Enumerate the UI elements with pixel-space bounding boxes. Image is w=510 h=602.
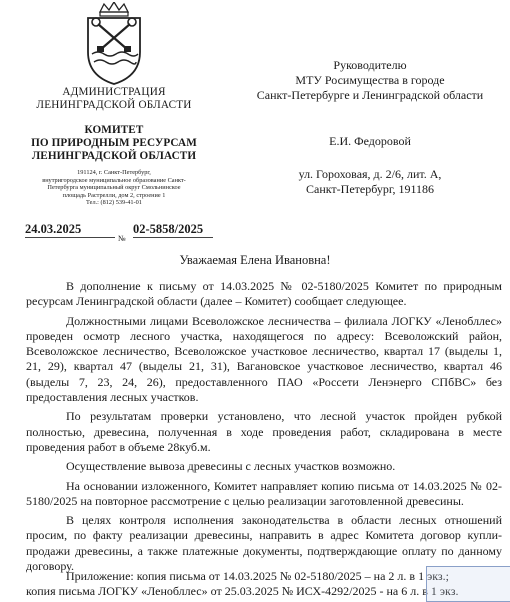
coat-of-arms-icon — [82, 2, 146, 86]
body-paragraph: Осуществление вывоза древесины с лесных участков возможно. — [66, 459, 396, 474]
document-number-sign: № — [118, 234, 126, 243]
electronic-signature-stamp — [426, 566, 510, 602]
committee-title-line3: ЛЕНИНГРАДСКОЙ ОБЛАСТИ — [31, 150, 197, 162]
recipient-line1: Руководителю — [333, 58, 407, 72]
body-paragraph: Должностными лицами Всеволожское лесничества – филиала ЛОГКУ «Ленобллес» проведен осмотр лесного участка, находящегося по адресу: Всеволожский район, Всеволожское лесничество, Всеволожское участковое лесничество, квартал 17 (выделы 1, 21, 29), квартал 47 (выделы 21, 31), Вагановское участковое лесничество, квартал 46 (выделы 7, 23, 24, 26), предоставленного ПАО «Россети Ленэнерго СПбВС» без предоставления лесных участков. — [26, 313, 502, 405]
address-line: внутригородское муниципальное образование Санкт- — [42, 176, 186, 184]
address-line: площадь Растрелли, дом 2, строение 1 — [62, 191, 166, 199]
committee-address — [0, 169, 228, 207]
recipient-address-line1: ул. Гороховая, д. 2/6, лит. А, — [298, 167, 442, 181]
address-line: Тел.: (812) 539-41-01 — [86, 199, 142, 207]
admin-title-line2: ЛЕНИНГРАДСКОЙ ОБЛАСТИ — [36, 99, 192, 111]
body-paragraph: В дополнение к письму от 14.03.2025 № 02-5180/2025 Комитет по природным ресурсам Ленинградской области (далее – Комитет) сообщает следующее. — [26, 279, 502, 309]
document-date: 24.03.2025 — [25, 222, 82, 236]
attachment-line2: копия письма ЛОГКУ «Ленобллес» от 25.03.2025 № ИСХ-4292/2025 - на 6 л. в 1 экз. — [26, 584, 459, 598]
recipient-name: Е.И. Федоровой — [329, 134, 411, 148]
recipient-block — [230, 58, 510, 103]
committee-title-line1: КОМИТЕТ — [84, 124, 144, 136]
recipient-line2: МТУ Росимущества в городе — [295, 73, 445, 87]
attachment-line1: Приложение: копия письма от 14.03.2025 № 02-5180/2025 – на 2 л. в 1 экз.; — [66, 569, 449, 583]
document-number: 02-5858/2025 — [133, 222, 204, 236]
date-underline — [25, 237, 115, 238]
administration-title — [0, 86, 228, 112]
letter-body — [26, 279, 502, 578]
recipient-address-line2: Санкт-Петербург, 191186 — [306, 182, 434, 196]
salutation: Уважаемая Елена Ивановна! — [179, 253, 331, 267]
body-paragraph: По результатам проверки установлено, что лесной участок пройден рубкой полностью, древесина, полученная в ходе проведения работ, складирована в месте проведения работ в объеме 28куб.м. — [26, 409, 502, 454]
committee-title — [0, 124, 228, 163]
body-paragraph: В целях контроля исполнения законодательства в области лесных отношений просим, по факту реализации древесины, направить в адрес Комитета договор купли-продажи древесины, а также платежные документы, подтверждающие оплату по данному договору. — [26, 513, 502, 574]
recipient-address — [230, 167, 510, 197]
recipient-line3: Санкт-Петербурге и Ленинградской области — [256, 88, 484, 102]
body-paragraph: На основании изложенного, Комитет направляет копию письма от 14.03.2025 № 02-5180/2025 на повторное рассмотрение с целью реализации заготовленной древесины. — [26, 478, 502, 508]
committee-title-line2: ПО ПРИРОДНЫМ РЕСУРСАМ — [31, 137, 197, 149]
address-line: Петербурга муниципальный округ Смольнинское — [47, 184, 181, 192]
address-line: 191124, г. Санкт-Петербург, — [77, 169, 151, 176]
admin-title-line1: АДМИНИСТРАЦИЯ — [62, 86, 166, 98]
number-underline — [133, 237, 213, 238]
